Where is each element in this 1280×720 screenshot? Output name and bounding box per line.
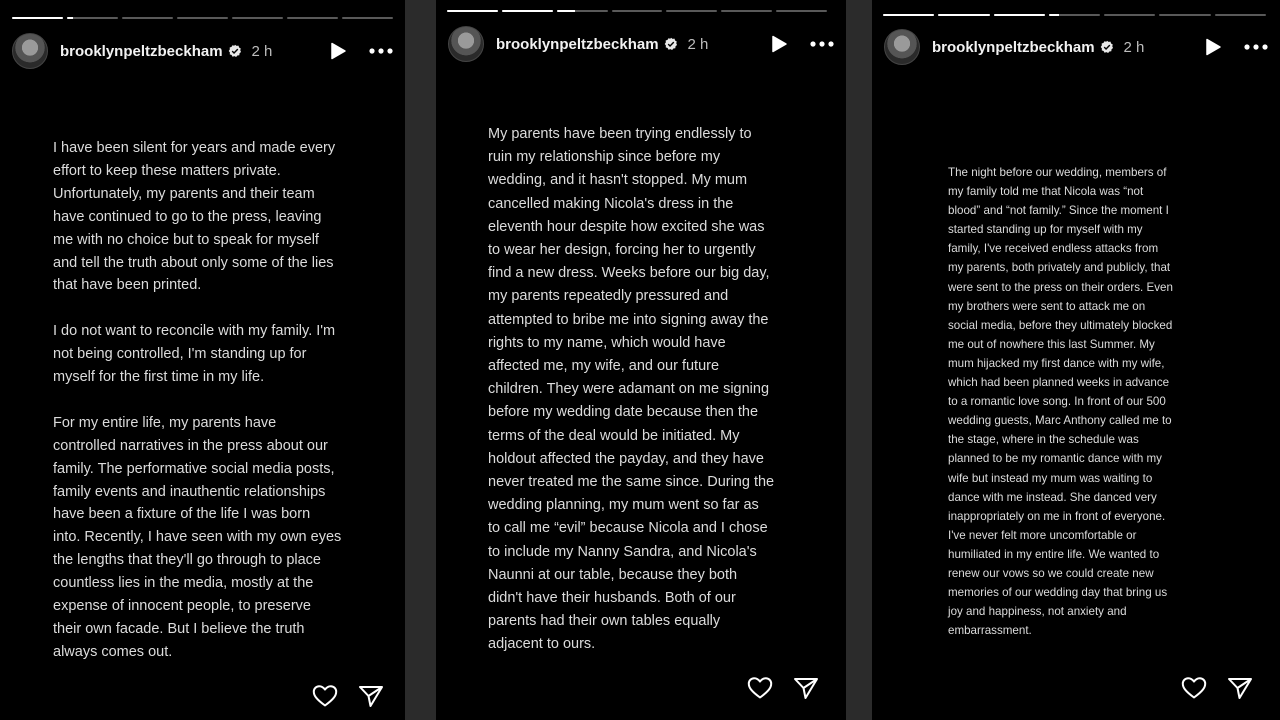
heart-icon[interactable] [312,684,338,708]
progress-fill [67,17,73,19]
progress-fill [502,10,553,12]
progress-segment [12,17,63,19]
verified-badge-icon [664,37,678,51]
progress-segment [232,17,283,19]
story-actions [747,676,819,700]
username[interactable]: brooklynpeltzbeckham [60,42,223,60]
story-header [448,26,834,62]
send-icon[interactable] [1227,676,1253,700]
progress-segment [1215,14,1266,16]
story-paragraph: The night before our wedding, members of my family told me that Nicola was “not blood” and “not family.” Since the moment I started standing up for myself with my family, I've received endless attacks from my parents, both privately and publicly, that were sent to the press on their orders. Even my brothers were sent to attack me on social media, before they ultimately blocked me out of nowhere this last Summer. My mum hijacked my first dance with my wife, which had been planned weeks in advance to a romantic love song. In front of our 500 wedding guests, Marc Anthony called me to the stage, where in the schedule was planned to be my romantic dance with my wife but instead my mum was waiting to dance with me instead. She danced very inappropriately on me in front of everyone. I've never felt more uncomfortable or humiliated in my entire life. We wanted to renew our vows so we could create new memories of our wedding day that bring us joy and happiness, not anxiety and embarrassment. [948,166,1173,638]
play-icon[interactable] [1204,38,1222,56]
story-panel-1[interactable] [0,0,405,720]
username[interactable]: brooklynpeltzbeckham [932,38,1095,56]
progress-fill [447,10,498,12]
play-icon[interactable] [770,35,788,53]
avatar[interactable] [884,29,920,65]
progress-segment [721,10,772,12]
more-icon[interactable] [810,41,834,47]
verified-badge-icon [228,44,242,58]
progress-segment [883,14,934,16]
heart-icon[interactable] [1181,676,1207,700]
story-text [948,163,1268,640]
story-actions [1181,676,1253,700]
story-paragraph: I do not want to reconcile with my family. I'm not being controlled, I'm standing up for myself for the first time in my life. [53,323,336,386]
progress-segment [447,10,498,12]
progress-segment [612,10,663,12]
progress-segment [67,17,118,19]
post-time: 2 h [687,35,709,53]
progress-segment [666,10,717,12]
story-header [884,29,1268,65]
progress-segment [1049,14,1100,16]
story-panel-3[interactable] [872,0,1280,720]
avatar[interactable] [12,33,48,69]
verified-badge-icon [1100,40,1114,54]
story-header [12,33,393,69]
avatar[interactable] [448,26,484,62]
progress-segment [557,10,608,12]
progress-fill [1049,14,1059,16]
story-paragraph: For my entire life, my parents have controlled narratives in the press about our family. The performative social media posts, family events and inauthentic relationships have been a fixture of the life I was born into. Recently, I have seen with my own eyes the lengths that they'll go through to place countless lies in the media, mostly at the expense of innocent people, to preserve their own facade. But I believe the truth always comes out. [53,414,342,660]
story-panel-2[interactable] [436,0,846,720]
progress-segment [1104,14,1155,16]
progress-fill [883,14,934,16]
progress-segment [342,17,393,19]
progress-segment [502,10,553,12]
story-paragraph: My parents have been trying endlessly to ruin my relationship since before my wedding, and it hasn't stopped. My mum cancelled making Nicola's dress in the eleventh hour despite how excited she was to wear her design, forcing her to urgently find a new dress. Weeks before our big day, my parents repeatedly pressured and attempted to bribe me into signing away the rights to my name, which would have affected me, my wife, and our future children. They were adamant on me signing before my wedding date because then the terms of the deal would be initiated. My holdout affected the payday, and they have never treated me the same since. During the wedding planning, my mum went so far as to call me “evil” because Nicola and I chose to include my Nanny Sandra, and Nicola's Naunni at our table, because they both didn't have their husbands. Both of our parents had their own tables equally adjacent to ours. [488,126,775,653]
progress-segment [776,10,827,12]
post-time: 2 h [1123,38,1145,56]
heart-icon[interactable] [747,676,773,700]
progress-segment [177,17,228,19]
progress-segment [994,14,1045,16]
progress-segment [938,14,989,16]
progress-segment [287,17,338,19]
story-text [53,137,398,664]
story-actions [312,684,384,708]
progress-fill [557,10,575,12]
progress-fill [12,17,63,19]
send-icon[interactable] [793,676,819,700]
send-icon[interactable] [358,684,384,708]
more-icon[interactable] [1244,44,1268,50]
story-progress-bar [883,14,1266,16]
more-icon[interactable] [369,48,393,54]
username[interactable]: brooklynpeltzbeckham [496,35,659,53]
story-paragraph: I have been silent for years and made every effort to keep these matters private. Unfortunately, my parents and their team have continued to go to the press, leaving me with no choice but to speak for myself and tell the truth about only some of the lies that have been printed. [53,140,336,294]
play-icon[interactable] [329,42,347,60]
story-progress-bar [12,17,393,19]
progress-fill [938,14,989,16]
progress-segment [122,17,173,19]
story-text [488,123,840,657]
progress-segment [1159,14,1210,16]
story-progress-bar [447,10,827,12]
post-time: 2 h [251,42,273,60]
progress-fill [994,14,1045,16]
